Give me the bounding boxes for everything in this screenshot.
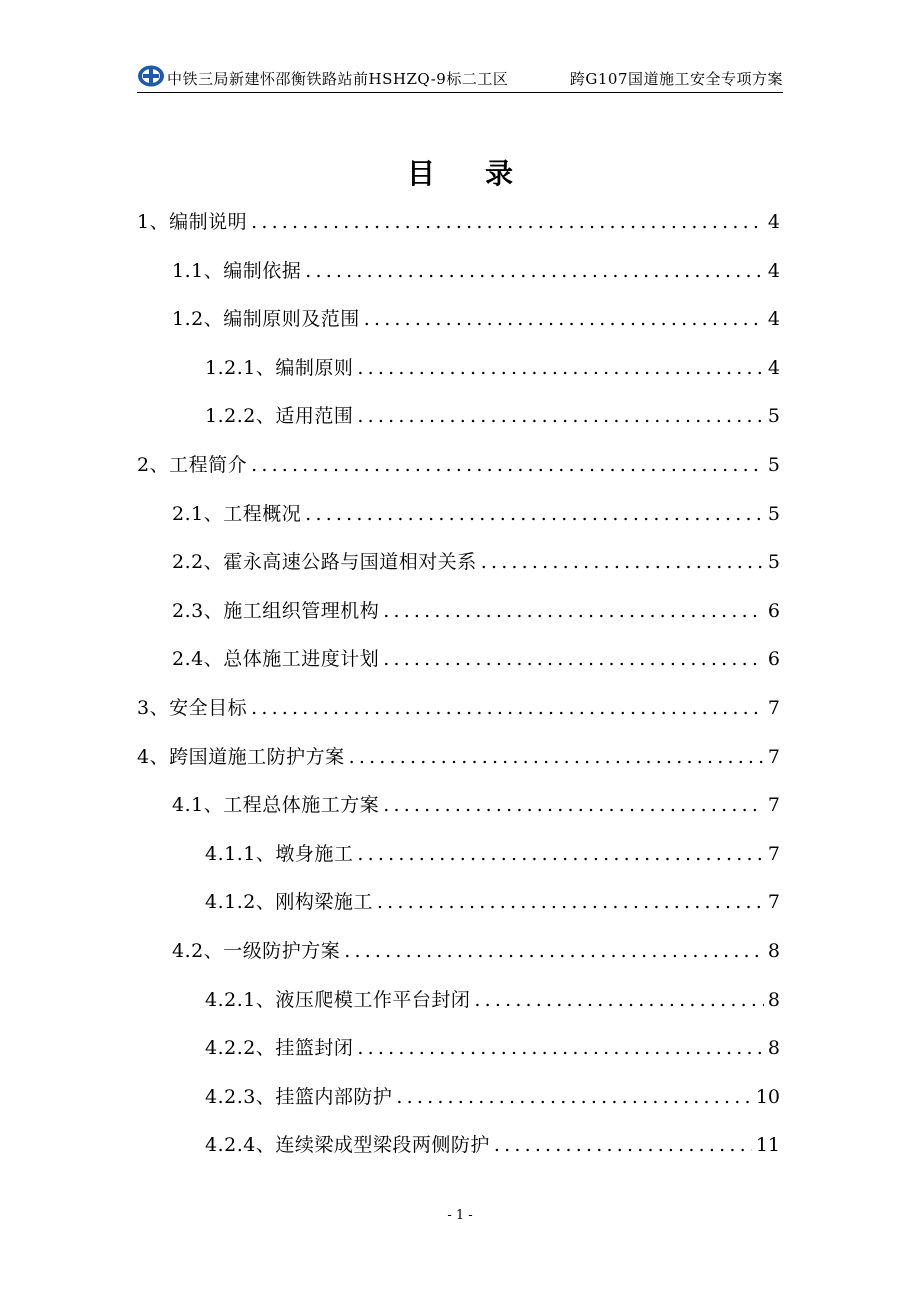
toc-entry-label: 4.2.2、挂篮封闭	[205, 1037, 354, 1060]
toc-dot-leader	[251, 697, 764, 719]
toc-entry[interactable]	[172, 256, 780, 286]
toc-entry-page: 6	[767, 599, 780, 622]
toc-entry-label: 1.1、编制依据	[172, 259, 302, 282]
toc-entry-page: 4	[767, 356, 780, 379]
toc-entry-label: 4.2.3、挂篮内部防护	[205, 1085, 393, 1108]
toc-entry-page: 8	[767, 940, 780, 962]
toc-entry-label: 4.1.2、刚构梁施工	[205, 891, 373, 914]
toc-entry-page: 4	[767, 211, 780, 233]
toc-entry-label: 4.1、工程总体施工方案	[172, 794, 380, 817]
toc-entry-label: 2.3、施工组织管理机构	[172, 599, 380, 622]
toc-entry[interactable]	[172, 644, 780, 674]
toc-entry-label: 4.2.4、连续梁成型梁段两侧防护	[205, 1134, 490, 1157]
toc-entry[interactable]	[172, 547, 780, 577]
company-logo-icon	[137, 64, 165, 88]
toc-entry-page: 5	[767, 454, 780, 476]
toc-entry-page: 5	[767, 502, 780, 525]
toc-entry[interactable]	[137, 742, 780, 772]
toc-dot-leader	[364, 308, 764, 330]
toc-dot-leader	[251, 211, 764, 233]
toc-entry[interactable]	[172, 499, 780, 529]
header-document-title: 跨G107国道施工安全专项方案	[569, 70, 783, 88]
toc-entry[interactable]	[137, 207, 780, 237]
toc-entry-page: 7	[767, 794, 780, 817]
toc-entry[interactable]	[205, 887, 780, 917]
toc-entry[interactable]	[205, 1082, 780, 1112]
toc-dot-leader	[305, 260, 764, 282]
page-title: 目录	[406, 157, 563, 190]
toc-entry[interactable]	[172, 936, 780, 966]
toc-dot-leader	[494, 1134, 752, 1156]
toc-entry-page: 8	[767, 1037, 780, 1060]
toc-entry[interactable]	[205, 401, 780, 431]
toc-entry-label: 1、编制说明	[137, 211, 248, 233]
header-project-name: 中铁三局新建怀邵衡铁路站前HSHZQ-9标二工区	[167, 70, 509, 88]
toc-entry-label: 2.1、工程概况	[172, 502, 302, 525]
toc-entry-page: 7	[767, 891, 780, 914]
toc-dot-leader	[357, 357, 764, 379]
toc-dot-leader	[357, 405, 764, 427]
toc-entry-page: 7	[767, 842, 780, 865]
toc-dot-leader	[305, 503, 764, 525]
toc-entry-label: 2.2、霍永高速公路与国道相对关系	[172, 551, 477, 574]
toc-entry[interactable]	[137, 693, 780, 723]
toc-entry-label: 1.2.2、适用范围	[205, 405, 354, 428]
toc-dot-leader	[357, 1037, 764, 1059]
toc-entry-page: 11	[755, 1134, 780, 1157]
toc-entry[interactable]	[172, 304, 780, 334]
toc-entry-page: 4	[767, 308, 780, 331]
toc-entry-label: 1.2、编制原则及范围	[172, 308, 360, 331]
toc-entry-page: 10	[755, 1085, 780, 1108]
toc-dot-leader	[383, 648, 764, 670]
toc-dot-leader	[474, 989, 764, 1011]
toc-entry-page: 5	[767, 405, 780, 428]
toc-entry-label: 4.2.1、液压爬模工作平台封闭	[205, 988, 471, 1011]
toc-entry-page: 8	[767, 988, 780, 1011]
toc-entry-label: 2、工程简介	[137, 454, 248, 476]
toc-entry[interactable]	[205, 353, 780, 383]
toc-dot-leader	[481, 551, 764, 573]
toc-entry-label: 4.2、一级防护方案	[172, 940, 341, 962]
toc-dot-leader	[344, 940, 764, 962]
toc-entry-page: 7	[767, 697, 780, 719]
toc-entry[interactable]	[205, 1033, 780, 1063]
toc-entry-label: 4.1.1、墩身施工	[205, 842, 354, 865]
toc-dot-leader	[251, 454, 764, 476]
toc-dot-leader	[349, 746, 764, 768]
toc-entry[interactable]	[205, 1130, 780, 1160]
toc-entry[interactable]	[205, 839, 780, 869]
toc-entry-page: 6	[767, 648, 780, 671]
toc-entry[interactable]	[172, 790, 780, 820]
toc-entry-label: 2.4、总体施工进度计划	[172, 648, 380, 671]
toc-entry-label: 1.2.1、编制原则	[205, 356, 354, 379]
toc-entry-page: 4	[767, 259, 780, 282]
page-number: - 1 -	[447, 1208, 473, 1223]
toc-entry-page: 5	[767, 551, 780, 574]
toc-dot-leader	[383, 600, 764, 622]
toc-dot-leader	[396, 1086, 751, 1108]
toc-dot-leader	[357, 843, 764, 865]
toc-dot-leader	[377, 891, 764, 913]
toc-entry[interactable]	[172, 596, 780, 626]
toc-entry-label: 4、跨国道施工防护方案	[137, 745, 345, 768]
page-header	[137, 62, 783, 93]
toc-entry-label: 3、安全目标	[137, 697, 248, 719]
toc-entry-page: 7	[767, 745, 780, 768]
toc-entry[interactable]	[205, 985, 780, 1015]
toc-dot-leader	[383, 794, 764, 816]
toc-entry[interactable]	[137, 450, 780, 480]
